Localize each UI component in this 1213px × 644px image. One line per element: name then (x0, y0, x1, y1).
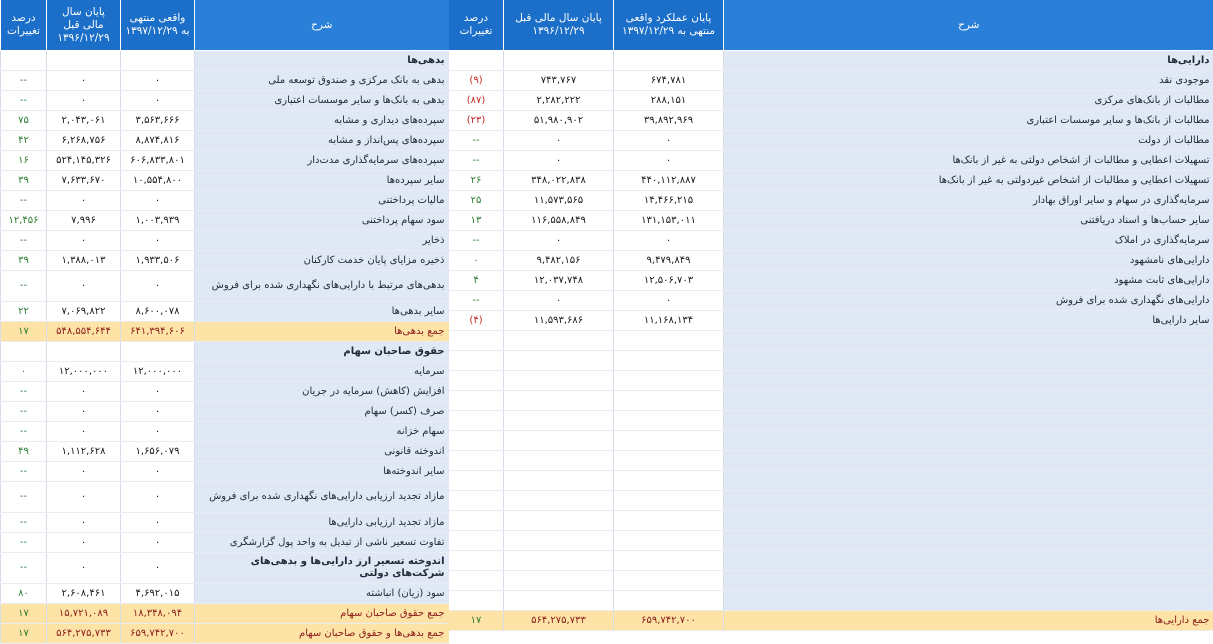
row-desc: دارایی‌های ثابت مشهود (724, 271, 1213, 291)
asset-row[interactable] (449, 171, 1213, 191)
empty-cell (449, 371, 504, 391)
row-current-value: ۲۸۸,۱۵۱ (614, 91, 724, 111)
row-desc: بدهی به بانک مرکزی و صندوق توسعه ملی (195, 71, 449, 91)
asset-row[interactable] (449, 271, 1213, 291)
row-previous-value: ۱,۳۸۸,۰۱۳ (47, 251, 121, 271)
section-title: حقوق صاحبان سهام (195, 342, 449, 362)
asset-row[interactable] (449, 311, 1213, 331)
row-current-value: ۸,۶۰۰,۰۷۸ (121, 302, 195, 322)
col-header-previous[interactable]: پایان سال مالی قبل ۱۳۹۶/۱۲/۲۹ (504, 0, 614, 51)
row-change-percent: ۷۵ (1, 111, 47, 131)
row-desc: سهام خزانه (195, 422, 449, 442)
row-desc: سایر بدهی‌ها (195, 302, 449, 322)
assets-panel (448, 0, 1213, 609)
empty-cell (614, 331, 724, 351)
row-current-value: ۰ (121, 553, 195, 584)
row-desc: بدهی به بانک‌ها و سایر موسسات اعتباری (195, 91, 449, 111)
row-desc: سود سهام پرداختنی (195, 211, 449, 231)
row-change-percent: (۸۷) (449, 91, 504, 111)
empty-cell (121, 51, 195, 71)
row-desc: سپرده‌های دیداری و مشابه (195, 111, 449, 131)
row-current-value: ۱۴,۴۶۶,۲۱۵ (614, 191, 724, 211)
row-current-value: ۰ (121, 382, 195, 402)
row-previous-value: ۷,۹۹۶ (47, 211, 121, 231)
row-change-percent: ۴۹ (1, 442, 47, 462)
empty-cell (504, 51, 614, 71)
empty-cell (504, 591, 614, 611)
empty-cell (504, 351, 614, 371)
equity-row[interactable] (1, 422, 449, 442)
liabilities-table (0, 0, 449, 644)
row-change-percent: -- (1, 231, 47, 251)
row-previous-value: ۰ (47, 513, 121, 533)
row-change-percent: -- (1, 513, 47, 533)
empty-cell (724, 431, 1213, 451)
row-change-percent: -- (1, 482, 47, 513)
row-change-percent: -- (1, 382, 47, 402)
col-header-current[interactable]: پایان عملکرد واقعی منتهی به ۱۳۹۷/۱۲/۲۹ (614, 0, 724, 51)
equity-row[interactable] (1, 513, 449, 533)
equity-row[interactable] (1, 382, 449, 402)
equity-row[interactable] (1, 462, 449, 482)
row-desc: مازاد تجدید ارزیابی دارایی‌های نگهداری شده برای فروش (195, 482, 449, 513)
row-previous-value: ۰ (47, 402, 121, 422)
equity-row[interactable] (1, 442, 449, 462)
row-previous-value: ۰ (504, 291, 614, 311)
row-previous-value: ۱۱۶,۵۵۸,۸۴۹ (504, 211, 614, 231)
row-previous-value: ۶,۲۶۸,۷۵۶ (47, 131, 121, 151)
row-change-percent: ۱۷ (1, 604, 47, 624)
row-current-value: ۰ (121, 402, 195, 422)
equity-total-row[interactable] (1, 604, 449, 624)
empty-row (449, 571, 1213, 591)
row-change-percent: ۲۵ (449, 191, 504, 211)
row-current-value: ۰ (121, 71, 195, 91)
section-title: بدهی‌ها (195, 51, 449, 71)
row-desc: مطالبات از دولت (724, 131, 1213, 151)
liabilities-equity-panel (0, 0, 448, 609)
empty-cell (504, 411, 614, 431)
row-change-percent: ۸۰ (1, 584, 47, 604)
empty-cell (724, 551, 1213, 571)
empty-cell (614, 551, 724, 571)
empty-cell (1, 51, 47, 71)
empty-row (449, 331, 1213, 351)
grand-total-row[interactable] (1, 624, 449, 644)
empty-cell (724, 471, 1213, 491)
row-previous-value: ۰ (47, 231, 121, 251)
col-header-desc[interactable]: شرح (724, 0, 1213, 51)
liability-row[interactable] (1, 191, 449, 211)
empty-cell (504, 491, 614, 511)
row-desc: تسهیلات اعطایی و مطالبات از اشخاص دولتی به غیر از بانک‌ها (724, 151, 1213, 171)
row-change-percent: -- (1, 553, 47, 584)
empty-cell (724, 451, 1213, 471)
row-current-value: ۳,۵۶۳,۶۶۶ (121, 111, 195, 131)
empty-cell (47, 51, 121, 71)
liability-row[interactable] (1, 131, 449, 151)
row-current-value: ۰ (121, 533, 195, 553)
row-change-percent: -- (1, 191, 47, 211)
row-change-percent: ۰ (449, 251, 504, 271)
row-previous-value: ۰ (47, 191, 121, 211)
row-change-percent: -- (449, 131, 504, 151)
equity-row[interactable] (1, 533, 449, 553)
empty-cell (614, 451, 724, 471)
row-previous-value: ۱۱,۵۷۳,۵۶۵ (504, 191, 614, 211)
liability-row[interactable] (1, 151, 449, 171)
row-change-percent: ۲۲ (1, 302, 47, 322)
asset-row[interactable] (449, 111, 1213, 131)
row-change-percent: ۱۶ (1, 151, 47, 171)
row-change-percent: -- (449, 291, 504, 311)
empty-cell (614, 351, 724, 371)
empty-cell (504, 451, 614, 471)
equity-row[interactable] (1, 362, 449, 382)
asset-row[interactable] (449, 251, 1213, 271)
section-title: دارایی‌ها (724, 51, 1213, 71)
empty-row (449, 351, 1213, 371)
row-current-value: ۶۵۹,۷۴۲,۷۰۰ (614, 611, 724, 631)
row-change-percent: (۴) (449, 311, 504, 331)
row-desc: صرف (کسر) سهام (195, 402, 449, 422)
row-desc: تسهیلات اعطایی و مطالبات از اشخاص غیردولتی به غیر از بانک‌ها (724, 171, 1213, 191)
liability-row[interactable] (1, 302, 449, 322)
empty-cell (724, 571, 1213, 591)
row-current-value: ۰ (121, 231, 195, 251)
row-current-value: ۰ (614, 131, 724, 151)
empty-cell (121, 342, 195, 362)
row-previous-value: ۵۶۴,۲۷۵,۷۳۳ (504, 611, 614, 631)
row-change-percent: -- (449, 231, 504, 251)
liability-row[interactable] (1, 211, 449, 231)
asset-row[interactable] (449, 151, 1213, 171)
row-previous-value: ۵۴۸,۵۵۴,۶۴۴ (47, 322, 121, 342)
row-previous-value: ۵۱,۹۸۰,۹۰۲ (504, 111, 614, 131)
row-current-value: ۴۴۰,۱۱۲,۸۸۷ (614, 171, 724, 191)
empty-cell (724, 531, 1213, 551)
liabilities-section-title (1, 51, 449, 71)
row-change-percent: ۴۲ (1, 131, 47, 151)
empty-cell (724, 591, 1213, 611)
empty-cell (614, 371, 724, 391)
empty-cell (504, 331, 614, 351)
row-desc: ذخیره مزایای پایان خدمت کارکنان (195, 251, 449, 271)
row-change-percent: -- (1, 422, 47, 442)
liability-row[interactable] (1, 251, 449, 271)
row-desc: سایر سپرده‌ها (195, 171, 449, 191)
empty-cell (614, 491, 724, 511)
row-previous-value: ۰ (47, 533, 121, 553)
empty-cell (47, 342, 121, 362)
empty-cell (449, 391, 504, 411)
assets-table (448, 0, 1213, 631)
col-header-current[interactable]: واقعی منتهی به ۱۳۹۷/۱۲/۲۹ (121, 0, 195, 51)
empty-cell (614, 431, 724, 451)
empty-cell (504, 431, 614, 451)
row-current-value: ۱,۹۳۳,۵۰۶ (121, 251, 195, 271)
row-current-value: ۸,۸۷۴,۸۱۶ (121, 131, 195, 151)
asset-row[interactable] (449, 211, 1213, 231)
row-desc: تفاوت تسعیر ناشی از تبدیل به واحد پول گزارشگری (195, 533, 449, 553)
empty-row (449, 411, 1213, 431)
row-previous-value: ۹,۴۸۲,۱۵۶ (504, 251, 614, 271)
equity-section-title (1, 342, 449, 362)
row-change-percent: ۱۷ (1, 624, 47, 644)
asset-row[interactable] (449, 191, 1213, 211)
row-change-percent: ۴ (449, 271, 504, 291)
empty-cell (504, 531, 614, 551)
empty-cell (504, 511, 614, 531)
row-previous-value: ۰ (47, 462, 121, 482)
row-desc: سرمایه‌گذاری در املاک (724, 231, 1213, 251)
col-header-previous[interactable]: پایان سال مالی قبل ۱۳۹۶/۱۲/۲۹ (47, 0, 121, 51)
equity-row[interactable] (1, 553, 449, 584)
empty-cell (449, 351, 504, 371)
row-desc: مطالبات از بانک‌های مرکزی (724, 91, 1213, 111)
row-change-percent: ۳۹ (1, 171, 47, 191)
empty-row (449, 491, 1213, 511)
empty-cell (614, 591, 724, 611)
row-change-percent: ۱۷ (449, 611, 504, 631)
empty-row (449, 511, 1213, 531)
empty-cell (724, 351, 1213, 371)
row-desc: سایر دارایی‌ها (724, 311, 1213, 331)
row-previous-value: ۲,۲۸۲,۲۲۲ (504, 91, 614, 111)
row-previous-value: ۱۵,۷۲۱,۰۸۹ (47, 604, 121, 624)
empty-cell (449, 51, 504, 71)
liability-row[interactable] (1, 91, 449, 111)
empty-cell (449, 551, 504, 571)
asset-row[interactable] (449, 91, 1213, 111)
row-previous-value: ۰ (47, 91, 121, 111)
row-current-value: ۰ (614, 291, 724, 311)
row-current-value: ۰ (121, 191, 195, 211)
liability-row[interactable] (1, 71, 449, 91)
row-desc: جمع حقوق صاحبان سهام (195, 604, 449, 624)
empty-cell (449, 491, 504, 511)
empty-cell (449, 511, 504, 531)
row-change-percent: -- (449, 151, 504, 171)
row-previous-value: ۷,۶۳۳,۶۷۰ (47, 171, 121, 191)
row-current-value: ۱۳۱,۱۵۳,۰۱۱ (614, 211, 724, 231)
row-desc: افزایش (کاهش) سرمایه در جریان (195, 382, 449, 402)
row-change-percent: ۰ (1, 362, 47, 382)
row-change-percent: -- (1, 71, 47, 91)
liabilities-header-row (1, 0, 449, 51)
empty-cell (1, 342, 47, 362)
empty-cell (504, 371, 614, 391)
row-desc: ذخایر (195, 231, 449, 251)
row-desc: سپرده‌های سرمایه‌گذاری مدت‌دار (195, 151, 449, 171)
row-current-value: ۶۴۱,۳۹۴,۶۰۶ (121, 322, 195, 342)
empty-row (449, 531, 1213, 551)
liability-row[interactable] (1, 271, 449, 302)
row-desc: مازاد تجدید ارزیابی دارایی‌ها (195, 513, 449, 533)
row-desc: اندوخته تسعیر ارز دارایی‌ها و بدهی‌های شرکت‌های دولتی (195, 553, 449, 584)
row-current-value: ۶۰۶,۸۳۳,۸۰۱ (121, 151, 195, 171)
row-current-value: ۰ (121, 462, 195, 482)
empty-row (449, 471, 1213, 491)
row-current-value: ۱,۰۰۳,۹۳۹ (121, 211, 195, 231)
row-desc: اندوخته قانونی (195, 442, 449, 462)
col-header-change[interactable]: درصد تغییرات (1, 0, 47, 51)
empty-cell (724, 411, 1213, 431)
empty-cell (614, 411, 724, 431)
empty-cell (724, 391, 1213, 411)
assets-header-row (449, 0, 1213, 51)
row-desc: سایر اندوخته‌ها (195, 462, 449, 482)
row-change-percent: ۲۶ (449, 171, 504, 191)
row-change-percent: -- (1, 402, 47, 422)
row-previous-value: ۰ (47, 271, 121, 302)
row-current-value: ۶۵۹,۷۴۲,۷۰۰ (121, 624, 195, 644)
row-previous-value: ۰ (47, 422, 121, 442)
empty-cell (449, 431, 504, 451)
empty-row (449, 591, 1213, 611)
row-current-value: ۳۹,۸۹۲,۹۶۹ (614, 111, 724, 131)
row-desc: سایر حساب‌ها و اسناد دریافتنی (724, 211, 1213, 231)
row-current-value: ۱۰,۵۵۴,۸۰۰ (121, 171, 195, 191)
row-previous-value: ۰ (47, 553, 121, 584)
assets-total-row[interactable] (449, 611, 1213, 631)
empty-cell (449, 571, 504, 591)
row-desc: دارایی‌های نامشهود (724, 251, 1213, 271)
empty-cell (449, 331, 504, 351)
row-desc: بدهی‌های مرتبط با دارایی‌های نگهداری شده برای فروش (195, 271, 449, 302)
empty-cell (724, 491, 1213, 511)
empty-cell (504, 571, 614, 591)
asset-row[interactable] (449, 131, 1213, 151)
assets-section-title (449, 51, 1213, 71)
empty-cell (724, 331, 1213, 351)
row-current-value: ۱,۶۵۶,۰۷۹ (121, 442, 195, 462)
empty-cell (614, 391, 724, 411)
row-previous-value: ۱۲,۰۰۰,۰۰۰ (47, 362, 121, 382)
row-desc: سپرده‌های پس‌انداز و مشابه (195, 131, 449, 151)
row-current-value: ۰ (121, 482, 195, 513)
row-current-value: ۱۲,۵۰۶,۷۰۳ (614, 271, 724, 291)
row-previous-value: ۰ (504, 151, 614, 171)
row-change-percent: ۱۲,۴۵۶ (1, 211, 47, 231)
row-previous-value: ۲,۶۰۸,۴۶۱ (47, 584, 121, 604)
row-current-value: ۰ (121, 513, 195, 533)
row-desc: جمع دارایی‌ها (724, 611, 1213, 631)
row-desc: مطالبات از بانک‌ها و سایر موسسات اعتباری (724, 111, 1213, 131)
row-current-value: ۹,۴۷۹,۸۴۹ (614, 251, 724, 271)
row-previous-value: ۰ (504, 231, 614, 251)
empty-cell (614, 531, 724, 551)
empty-cell (614, 571, 724, 591)
row-current-value: ۶۷۴,۷۸۱ (614, 71, 724, 91)
row-current-value: ۱۸,۳۴۸,۰۹۴ (121, 604, 195, 624)
empty-row (449, 371, 1213, 391)
col-header-desc[interactable]: شرح (195, 0, 449, 51)
equity-row[interactable] (1, 482, 449, 513)
row-current-value: ۰ (121, 91, 195, 111)
empty-cell (449, 531, 504, 551)
col-header-change[interactable]: درصد تغییرات (449, 0, 504, 51)
row-current-value: ۰ (121, 271, 195, 302)
row-previous-value: ۰ (47, 482, 121, 513)
row-change-percent: ۳۹ (1, 251, 47, 271)
row-current-value: ۱۱,۱۶۸,۱۳۴ (614, 311, 724, 331)
row-current-value: ۰ (614, 151, 724, 171)
empty-cell (449, 591, 504, 611)
row-previous-value: ۷,۰۶۹,۸۲۲ (47, 302, 121, 322)
row-change-percent: (۲۳) (449, 111, 504, 131)
row-change-percent: -- (1, 462, 47, 482)
row-previous-value: ۱۲,۰۳۷,۷۴۸ (504, 271, 614, 291)
row-desc: سرمایه‌گذاری در سهام و سایر اوراق بهادار (724, 191, 1213, 211)
empty-cell (724, 511, 1213, 531)
liabilities-total-row[interactable] (1, 322, 449, 342)
empty-row (449, 391, 1213, 411)
row-previous-value: ۰ (47, 382, 121, 402)
empty-cell (504, 551, 614, 571)
row-desc: موجودی نقد (724, 71, 1213, 91)
empty-row (449, 551, 1213, 571)
equity-row[interactable] (1, 584, 449, 604)
asset-row[interactable] (449, 71, 1213, 91)
empty-cell (504, 391, 614, 411)
asset-row[interactable] (449, 291, 1213, 311)
empty-cell (724, 371, 1213, 391)
row-previous-value: ۰ (504, 131, 614, 151)
empty-row (449, 431, 1213, 451)
empty-cell (614, 511, 724, 531)
empty-cell (449, 471, 504, 491)
row-previous-value: ۵۲۴,۱۴۵,۳۲۶ (47, 151, 121, 171)
row-previous-value: ۳۴۸,۰۲۲,۸۳۸ (504, 171, 614, 191)
row-current-value: ۰ (614, 231, 724, 251)
empty-cell (449, 451, 504, 471)
liability-row[interactable] (1, 111, 449, 131)
row-previous-value: ۵۶۴,۲۷۵,۷۳۳ (47, 624, 121, 644)
row-previous-value: ۷۴۳,۷۶۷ (504, 71, 614, 91)
row-change-percent: ۱۷ (1, 322, 47, 342)
liability-row[interactable] (1, 171, 449, 191)
row-change-percent: ۱۳ (449, 211, 504, 231)
row-current-value: ۱۲,۰۰۰,۰۰۰ (121, 362, 195, 382)
row-desc: سرمایه (195, 362, 449, 382)
row-change-percent: -- (1, 91, 47, 111)
row-desc: سود (زیان) انباشته (195, 584, 449, 604)
empty-row (449, 451, 1213, 471)
empty-cell (504, 471, 614, 491)
equity-row[interactable] (1, 402, 449, 422)
row-current-value: ۰ (121, 422, 195, 442)
row-desc: جمع بدهی‌ها (195, 322, 449, 342)
row-desc: مالیات پرداختنی (195, 191, 449, 211)
row-desc: دارایی‌های نگهداری شده برای فروش (724, 291, 1213, 311)
row-change-percent: (۹) (449, 71, 504, 91)
row-previous-value: ۱۱,۵۹۳,۶۸۶ (504, 311, 614, 331)
row-previous-value: ۱,۱۱۲,۶۲۸ (47, 442, 121, 462)
row-current-value: ۴,۶۹۲,۰۱۵ (121, 584, 195, 604)
empty-cell (614, 51, 724, 71)
row-desc: جمع بدهی‌ها و حقوق صاحبان سهام (195, 624, 449, 644)
liability-row[interactable] (1, 231, 449, 251)
row-change-percent: -- (1, 533, 47, 553)
row-previous-value: ۰ (47, 71, 121, 91)
empty-cell (449, 411, 504, 431)
asset-row[interactable] (449, 231, 1213, 251)
row-change-percent: -- (1, 271, 47, 302)
empty-cell (614, 471, 724, 491)
row-previous-value: ۲,۰۴۳,۰۶۱ (47, 111, 121, 131)
